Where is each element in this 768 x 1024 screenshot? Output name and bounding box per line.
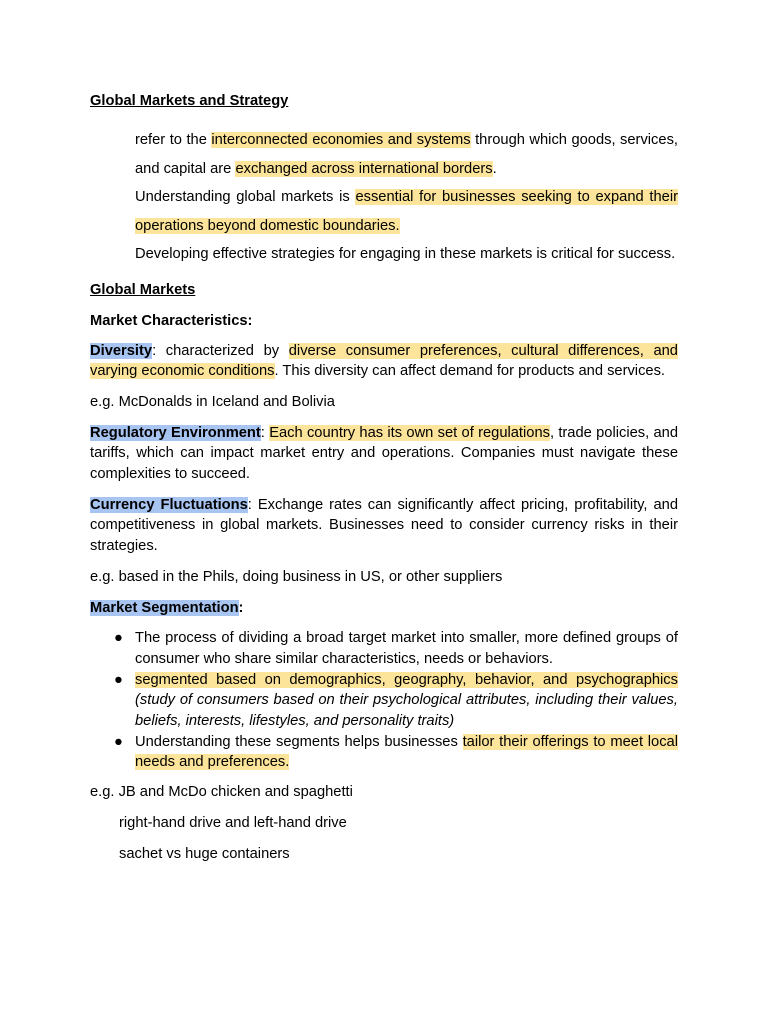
highlight: essential for businesses seeking to expand their operations beyond domestic boundaries.	[135, 189, 678, 234]
list-item: ● segmented based on demographics, geography, behavior, and psychographics (study of consumers based on their psychological attributes, including their values, beliefs, interests, lifestyles, and personality traits)	[114, 671, 678, 730]
document-title: Global Markets and Strategy	[90, 93, 289, 109]
segmentation-heading: Market Segmentation:	[90, 599, 244, 616]
term-highlight: Diversity	[90, 342, 153, 359]
segmentation-list	[90, 628, 678, 773]
document-page	[90, 90, 678, 874]
paragraph-regulatory: Regulatory Environment: Each country has its own set of regulations, trade policies, and tariffs, which can impact market entry and operations. Companies must navigate these complexities to succeed.	[90, 424, 678, 483]
list-item: Developing effective strategies for engaging in these markets is critical for success.	[135, 246, 676, 262]
highlight: interconnected economies and systems	[211, 132, 471, 148]
highlight: Each country has its own set of regulations	[269, 424, 550, 441]
term-highlight: Currency Fluctuations	[90, 496, 248, 513]
term-highlight: Market Segmentation	[90, 599, 239, 616]
example-3-line: right-hand drive and left-hand drive	[119, 814, 347, 831]
bullet-marker: ●	[114, 733, 123, 750]
intro-list	[90, 126, 678, 269]
bullet-marker: ●	[114, 671, 123, 688]
list-item: refer to the interconnected economies and systems through which goods, services, and capital are exchanged across international borders.	[135, 132, 678, 177]
list-item: ● Understanding these segments helps businesses tailor their offerings to meet local needs and preferences.	[114, 733, 678, 771]
example-3-line: sachet vs huge containers	[119, 845, 290, 862]
list-item: ● The process of dividing a broad target market into smaller, more defined groups of consumer who share similar characteristics, needs or behaviors.	[114, 630, 678, 667]
example-2: e.g. based in the Phils, doing business in US, or other suppliers	[90, 568, 503, 585]
example-3: e.g. JB and McDo chicken and spaghetti	[90, 784, 353, 801]
example-1: e.g. McDonalds in Iceland and Bolivia	[90, 393, 335, 410]
highlight: tailor their offerings to meet local needs and preferences.	[135, 733, 678, 771]
section-title: Global Markets	[90, 281, 196, 298]
paragraph-currency: Currency Fluctuations: Exchange rates can significantly affect pricing, profitability, and competitiveness in global markets. Businesses need to consider currency risks in their strategies.	[90, 496, 678, 555]
paragraph-diversity: Diversity: characterized by diverse consumer preferences, cultural differences, and varying economic conditions. This diversity can affect demand for products and services.	[90, 342, 678, 380]
highlight: diverse consumer preferences, cultural differences, and varying economic conditions	[90, 342, 678, 380]
term-highlight: Regulatory Environment	[90, 424, 261, 441]
highlight: segmented based on demographics, geography, behavior, and psychographics	[135, 671, 678, 688]
highlight: exchanged across international borders	[235, 160, 493, 177]
list-item: Understanding global markets is essential for businesses seeking to expand their operations beyond domestic boundaries.	[135, 189, 678, 234]
bullet-marker: ●	[114, 630, 123, 647]
subsection-title: Market Characteristics:	[90, 312, 253, 329]
